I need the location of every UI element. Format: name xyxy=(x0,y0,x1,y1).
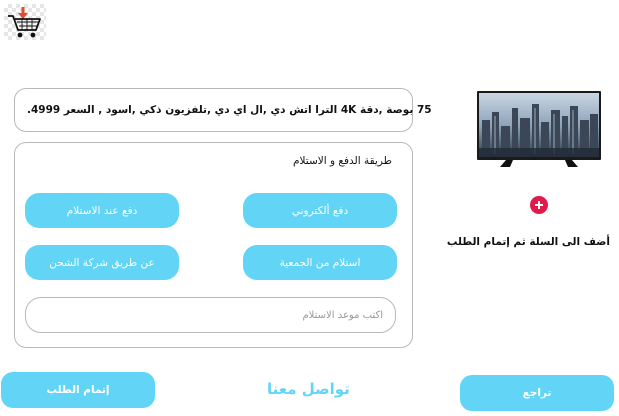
cash-on-delivery-button[interactable] xyxy=(25,193,179,228)
pickup-from-association-button[interactable] xyxy=(243,245,397,280)
shipping-company-label: عن طريق شركة الشحن xyxy=(49,256,155,269)
add-to-cart-hint: أضف الى السلة ثم إتمام الطلب xyxy=(446,236,610,248)
payment-method-panel xyxy=(14,142,413,348)
cash-on-delivery-label: دفع عند الاستلام xyxy=(66,204,138,217)
contact-us-link[interactable]: تواصل معنا xyxy=(267,380,350,398)
product-description: 75 بوصة ,دقة 4K الترا اتش دي ,ال اي دي ,تلفزيون ذكي ,اسود , السعر 4999. xyxy=(27,104,432,116)
pickup-date-input[interactable] xyxy=(25,297,396,333)
complete-order-button[interactable] xyxy=(1,372,155,408)
shipping-company-button[interactable] xyxy=(25,245,179,280)
product-description-box xyxy=(14,88,432,132)
complete-order-label: إتمام الطلب xyxy=(46,384,110,396)
shopping-cart-download-icon xyxy=(4,4,46,40)
pickup-from-association-label: استلام من الجمعية xyxy=(279,256,361,269)
electronic-payment-button[interactable] xyxy=(243,193,397,228)
back-label: تراجع xyxy=(522,387,552,399)
tv-icon xyxy=(476,90,602,168)
cart-logo-icon[interactable] xyxy=(4,4,46,40)
back-button[interactable] xyxy=(460,375,614,411)
payment-method-title: طريقة الدفع و الاستلام xyxy=(293,155,392,167)
plus-icon xyxy=(534,200,544,210)
electronic-payment-label: دفع ألكتروني xyxy=(291,204,349,217)
product-image xyxy=(476,90,602,168)
plus-circle-icon[interactable] xyxy=(530,196,548,214)
